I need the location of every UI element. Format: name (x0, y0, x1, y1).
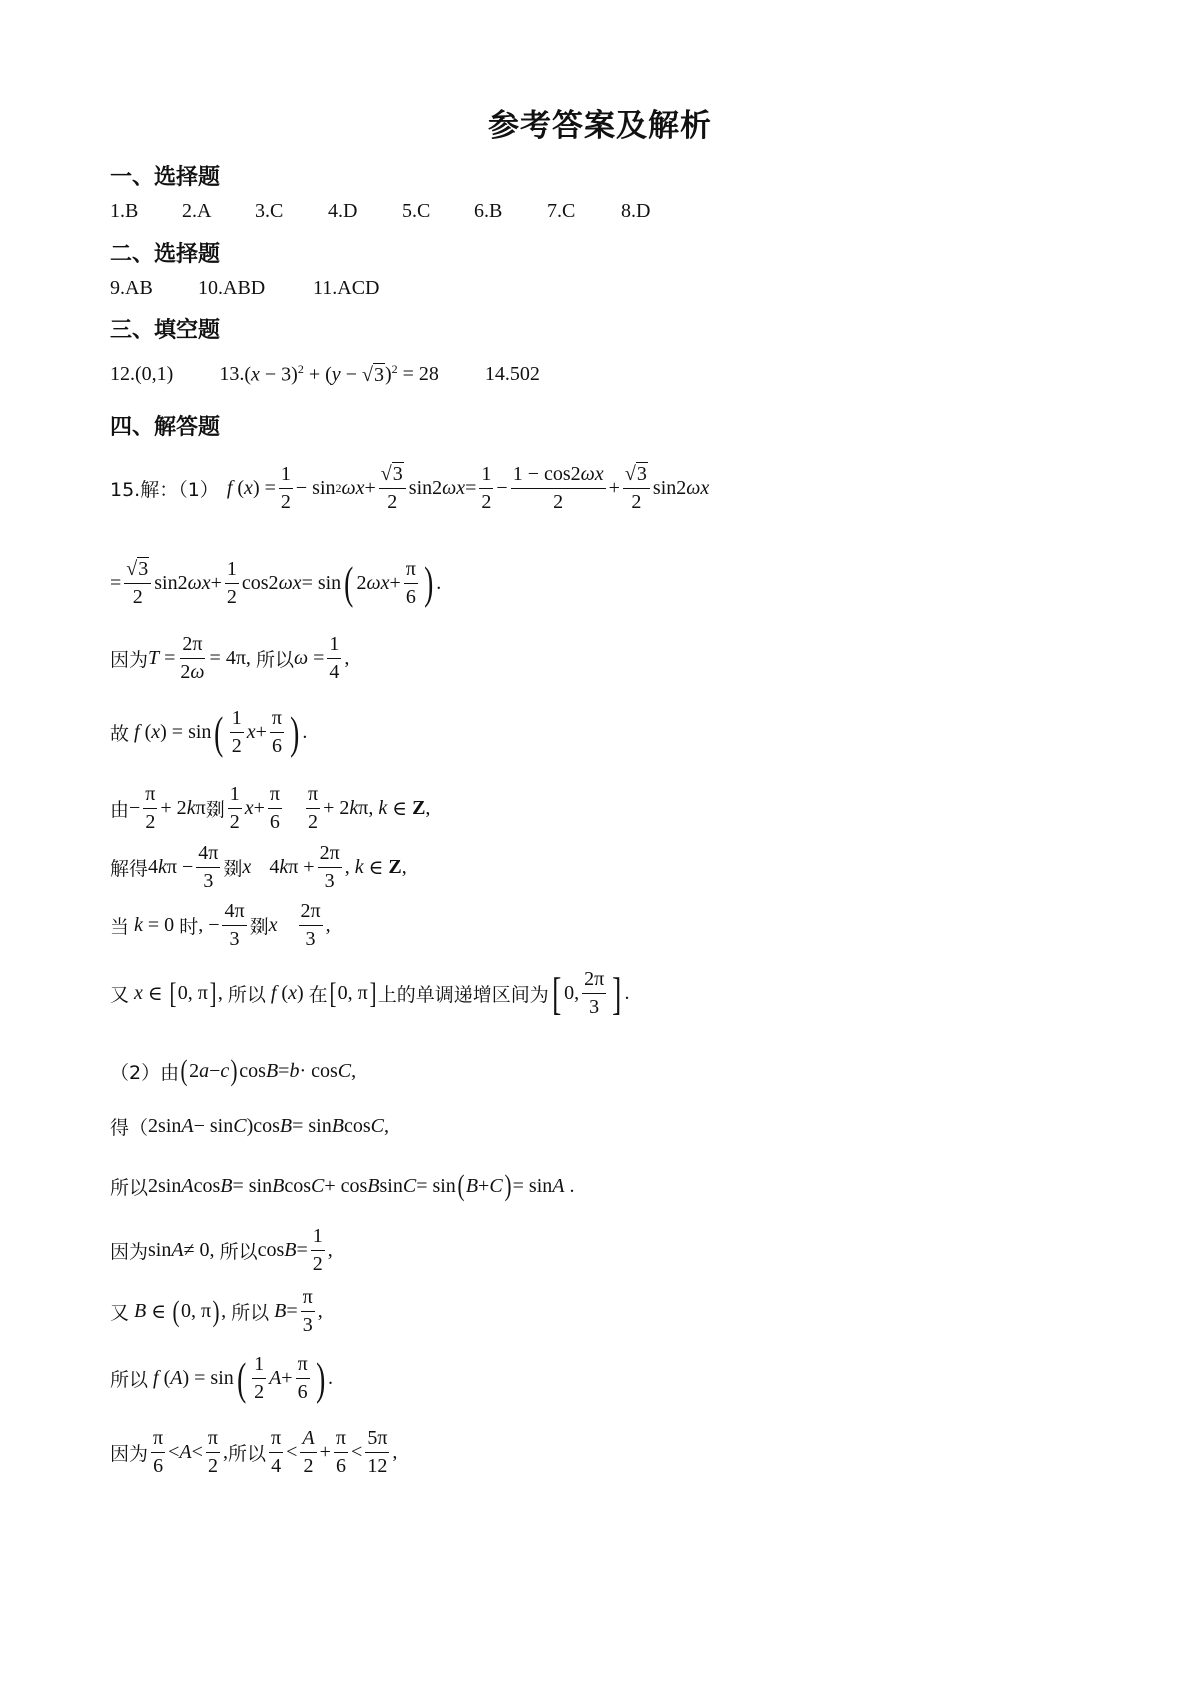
solution-line-fA: 所以 f ( A ) = sin ( 1 2 A + π 6 ) . (110, 1352, 334, 1404)
solution-line-cosB: 因为 sin A ≠ 0, 所以 cos B = 1 2 , (110, 1225, 333, 1275)
solution-line-A-range: 因为 π 6 < A < π 2 , 所以 π 4 < A 2 + π 6 < 5π 12 , (110, 1427, 398, 1477)
solution-line-f-definition: 15.解：（1） f ( x ) = 1 2 − sin 2 ωx + √ 3 2 sin2 ωx = 1 2 − 1 − cos2ωx 2 + √ 3 2 sin2 ωx (110, 462, 710, 513)
solution-line-B-value: 又 B ∈ ( 0, π ) , 所以 B = π 3 , (110, 1286, 323, 1336)
section-heading-single-choice: 一、选择题 (110, 165, 221, 190)
q13-label: 13. (219, 362, 245, 385)
answer-item: 1.B (110, 200, 139, 222)
solution-line-part2-given: （2）由 ( 2 a − c ) cos B = b · cos C , (110, 1054, 357, 1087)
answer-item: 9.AB (110, 277, 153, 299)
q12-value: (0,1) (135, 362, 174, 385)
answer-item: 6.B (474, 200, 503, 222)
q13-rhs: = 28 (402, 362, 439, 385)
solution-line-increasing-interval: 又 x ∈ [ 0, π ] , 所以 f ( x ) 在 [ 0, π ] 上的单调递增区间为 [ 0, 2π 3 ] . (110, 967, 630, 1019)
answer-item: 2.A (182, 200, 212, 222)
page-title: 参考答案及解析 (488, 108, 712, 144)
section-heading-multi-choice: 二、选择题 (110, 242, 221, 267)
answer-item: 3.C (255, 200, 284, 222)
answer-item: 4.D (328, 200, 358, 222)
answer-item: 7.C (547, 200, 576, 222)
q12-label: 12. (110, 362, 135, 385)
solution-line-sum-formula: 所以 2sin A cos B = sin B cos C + cos B sin C = sin ( B + C ) = sin A . (110, 1169, 575, 1202)
answer-item: 11.ACD (313, 277, 380, 299)
q13-circle-equation: $(x - 3)^2 + (y$ − √ 3 )$^2$ (244, 362, 398, 386)
solution-line-sine-rule: 得 （ 2sin A − sin C )cos B = sin B cos C , (110, 1115, 389, 1139)
answer-item: 10.ABD (198, 277, 266, 299)
q14-answer: 14.502 (484, 362, 540, 385)
answer-item: 8.D (621, 200, 651, 222)
solution-line-solve: 解得 4 k π − 4π 3 剟 x 4 k π + 2π 3 , k ∈ Z , (110, 842, 407, 892)
solution-line-simplified: = √ 3 2 sin2 ωx + 1 2 cos2 ωx = sin ( 2 ωx + π 6 ) . (110, 557, 442, 608)
section-heading-solutions: 四、解答题 (110, 415, 221, 440)
solution-line-k-zero: 当 k = 0 时 , − 4π 3 剟 x 2π 3 , (110, 900, 331, 950)
section-heading-fill-blank: 三、填空题 (110, 318, 221, 343)
solution-line-period: 因为 T = 2π 2ω = 4π, 所以 ω = 1 4 , (110, 633, 350, 683)
fill-blank-answers (110, 362, 540, 387)
q15-label: 15.解：（1） (110, 478, 219, 501)
answer-item: 5.C (402, 200, 431, 222)
solution-line-f-result: 故 f ( x ) = sin ( 1 2 x + π 6 ) . (110, 706, 308, 758)
solution-line-inequality: 由 − π 2 + 2 k π 剟 1 2 x + π 6 π 2 + 2 k π, k ∈ Z , (110, 783, 431, 833)
